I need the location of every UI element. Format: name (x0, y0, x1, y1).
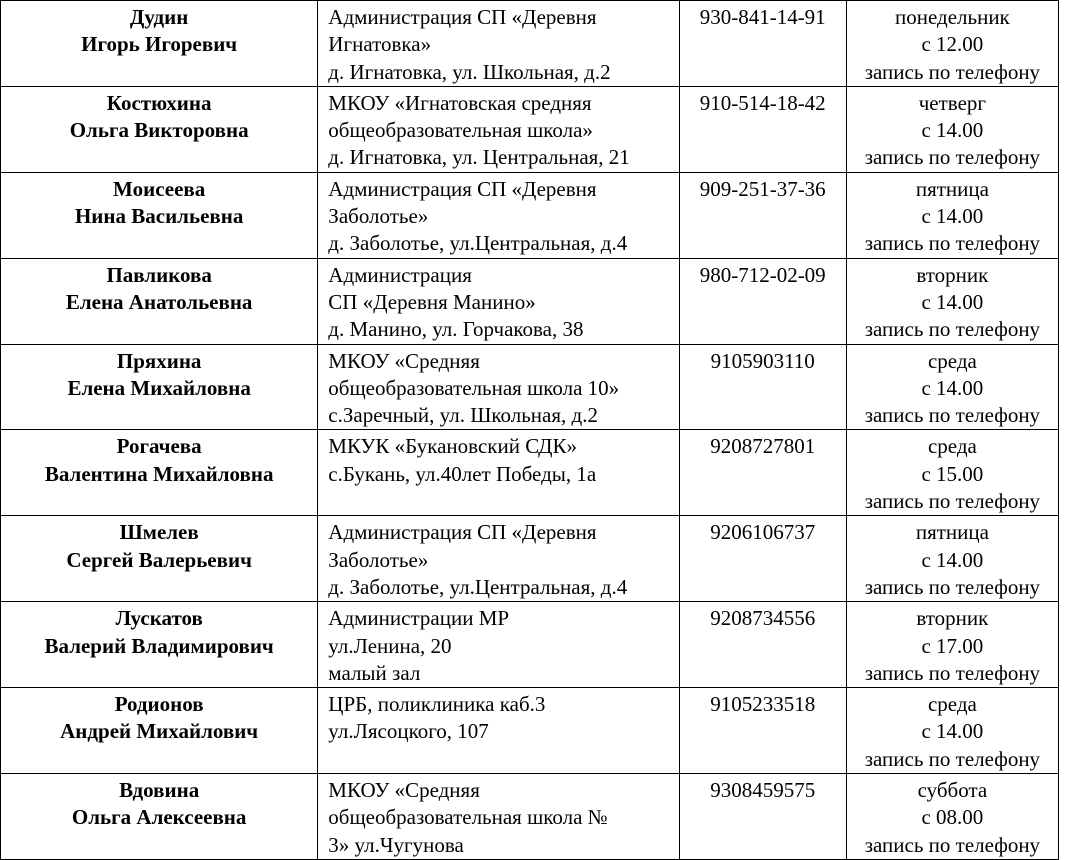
reception-day: вторник (916, 606, 989, 631)
phone-number: 9105903110 (710, 348, 815, 373)
reception-time: с 15.00 (921, 461, 984, 486)
person-given-names: Нина Васильевна (74, 204, 244, 229)
reception-time: с 14.00 (921, 118, 984, 143)
appointment-note: запись по телефону (864, 832, 1041, 857)
person-given-names: Ольга Викторовна (69, 118, 249, 143)
organization-address-cell (318, 516, 679, 602)
table-row (1, 258, 1059, 344)
organization-line: общеобразовательная школа № (328, 805, 608, 830)
table-row (1, 1, 1059, 87)
phone-number: 9208727801 (710, 434, 816, 459)
organization-line: МКОУ «Игнатовская средняя (328, 90, 592, 115)
organization-line: малый зал (328, 660, 421, 685)
organization-line: д. Игнатовка, ул. Школьная, д.2 (328, 59, 611, 84)
phone-cell (679, 86, 846, 172)
reception-day: пятница (915, 520, 989, 545)
phone-number: 9105233518 (710, 692, 816, 717)
reception-day: суббота (917, 778, 988, 803)
organization-line: МКУК «Букановский СДК» (328, 434, 577, 459)
person-name-cell (1, 774, 318, 860)
person-given-names: Елена Михайловна (67, 375, 251, 400)
reception-time-cell (846, 172, 1058, 258)
reception-time-cell (846, 602, 1058, 688)
reception-time: с 14.00 (921, 289, 984, 314)
reception-time-cell (846, 774, 1058, 860)
person-name-cell (1, 688, 318, 774)
appointment-note: запись по телефону (864, 231, 1041, 256)
organization-line: Администрация СП «Деревня (328, 176, 597, 201)
reception-time: с 12.00 (921, 32, 984, 57)
organization-address-cell (318, 1, 679, 87)
reception-day: четверг (918, 90, 987, 115)
reception-time: с 14.00 (921, 375, 984, 400)
phone-cell (679, 688, 846, 774)
phone-cell (679, 258, 846, 344)
phone-cell (679, 774, 846, 860)
reception-time: с 14.00 (921, 547, 984, 572)
reception-day: понедельник (895, 5, 1010, 29)
person-given-names: Валерий Владимирович (44, 633, 274, 658)
person-name-cell (1, 516, 318, 602)
person-name-cell (1, 86, 318, 172)
phone-cell (679, 1, 846, 87)
organization-line: Администрация СП «Деревня (328, 520, 597, 545)
organization-line: Заболотье» (328, 204, 429, 229)
person-surname: Лускатов (115, 606, 203, 631)
organization-address-cell (318, 258, 679, 344)
appointment-note: запись по телефону (864, 489, 1041, 514)
appointment-note: запись по телефону (864, 145, 1041, 170)
person-given-names: Сергей Валерьевич (66, 547, 252, 572)
organization-address-cell (318, 688, 679, 774)
reception-time: с 14.00 (921, 719, 984, 744)
organization-line: Заболотье» (328, 547, 429, 572)
table-row (1, 774, 1059, 860)
organization-address-cell (318, 172, 679, 258)
organization-line: д. Заболотье, ул.Центральная, д.4 (328, 574, 628, 599)
reception-time: с 17.00 (921, 633, 984, 658)
organization-line (328, 746, 678, 773)
phone-number: 9308459575 (710, 778, 816, 803)
appointment-note: запись по телефону (864, 317, 1041, 342)
person-name-cell (1, 430, 318, 516)
organization-line: Администрация (328, 262, 472, 287)
phone-cell (679, 172, 846, 258)
organization-line: д. Манино, ул. Горчакова, 38 (328, 317, 584, 342)
reception-day: среда (927, 434, 977, 459)
reception-time-cell (846, 1, 1058, 87)
reception-time: с 14.00 (921, 204, 984, 229)
organization-line: с.Букань, ул.40лет Победы, 1а (328, 461, 597, 486)
organization-address-cell (318, 344, 679, 430)
person-surname: Костюхина (106, 90, 212, 115)
person-name-cell (1, 172, 318, 258)
phone-number: 980-712-02-09 (699, 262, 826, 287)
organization-address-cell (318, 774, 679, 860)
organization-line: общеобразовательная школа» (328, 118, 593, 143)
appointment-note: запись по телефону (864, 574, 1041, 599)
organization-line: 3» ул.Чугунова (328, 832, 464, 857)
appointment-note: запись по телефону (864, 660, 1041, 685)
reception-time-cell (846, 516, 1058, 602)
person-given-names: Андрей Михайлович (60, 719, 259, 744)
reception-time-cell (846, 258, 1058, 344)
table-row (1, 602, 1059, 688)
table-row (1, 344, 1059, 430)
organization-line: МКОУ «Средняя (328, 778, 480, 803)
table-row (1, 516, 1059, 602)
person-given-names: Елена Анатольевна (65, 289, 253, 314)
phone-cell (679, 430, 846, 516)
organization-line: МКОУ «Средняя (328, 348, 480, 373)
phone-number: 930-841-14-91 (699, 5, 826, 29)
reception-day: среда (927, 348, 977, 373)
person-surname: Пряхина (116, 348, 202, 373)
reception-day: пятница (915, 176, 989, 201)
reception-time-cell (846, 86, 1058, 172)
person-surname: Дудин (129, 5, 189, 29)
person-given-names: Ольга Алексеевна (71, 805, 247, 830)
schedule-table-body (1, 1, 1059, 860)
phone-number: 909-251-37-36 (699, 176, 826, 201)
reception-time: с 08.00 (921, 805, 984, 830)
person-given-names: Валентина Михайловна (44, 461, 274, 486)
phone-number: 9208734556 (710, 606, 816, 631)
person-surname: Павликова (106, 262, 212, 287)
appointment-note: запись по телефону (864, 59, 1041, 84)
phone-cell (679, 602, 846, 688)
organization-address-cell (318, 602, 679, 688)
table-row (1, 172, 1059, 258)
table-row (1, 688, 1059, 774)
table-row (1, 430, 1059, 516)
organization-line: ул.Лясоцкого, 107 (328, 719, 489, 744)
appointment-note: запись по телефону (864, 403, 1041, 428)
person-surname: Вдовина (119, 778, 200, 803)
person-name-cell (1, 1, 318, 87)
person-name-cell (1, 602, 318, 688)
person-surname: Моисеева (113, 176, 206, 201)
organization-line: Администрации МР (328, 606, 510, 631)
organization-line (328, 488, 678, 515)
appointment-note: запись по телефону (864, 746, 1041, 771)
reception-time-cell (846, 688, 1058, 774)
reception-day: вторник (916, 262, 989, 287)
phone-number: 910-514-18-42 (699, 90, 826, 115)
person-name-cell (1, 344, 318, 430)
organization-line: СП «Деревня Манино» (328, 289, 536, 314)
person-surname: Шмелев (119, 520, 199, 545)
phone-cell (679, 516, 846, 602)
table-row (1, 86, 1059, 172)
phone-cell (679, 344, 846, 430)
person-surname: Родионов (114, 692, 204, 717)
person-name-cell (1, 258, 318, 344)
person-surname: Рогачева (116, 434, 202, 459)
organization-address-cell (318, 86, 679, 172)
organization-address-cell (318, 430, 679, 516)
organization-line: Администрация СП «Деревня (328, 5, 597, 29)
reception-time-cell (846, 344, 1058, 430)
reception-time-cell (846, 430, 1058, 516)
organization-line: общеобразовательная школа 10» (328, 375, 620, 400)
phone-number: 9206106737 (710, 520, 816, 545)
reception-day: среда (927, 692, 977, 717)
organization-line: д. Заболотье, ул.Центральная, д.4 (328, 231, 628, 256)
organization-line: с.Заречный, ул. Школьная, д.2 (328, 403, 598, 428)
organization-line: ул.Ленина, 20 (328, 633, 452, 658)
organization-line: д. Игнатовка, ул. Центральная, 21 (328, 145, 630, 170)
person-given-names: Игорь Игоревич (81, 32, 238, 57)
organization-line: ЦРБ, поликлиника каб.3 (328, 692, 546, 717)
organization-line: Игнатовка» (328, 32, 432, 57)
